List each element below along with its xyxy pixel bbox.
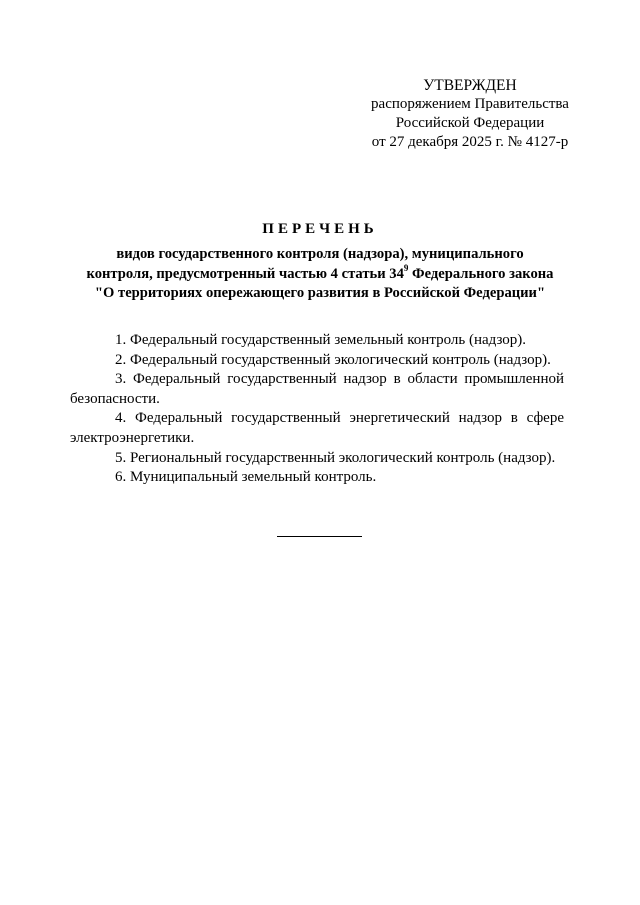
approval-authority: распоряжением Правительства: [371, 96, 569, 112]
list-item: [70, 409, 564, 448]
list-item-text: Федеральный государственный надзор в области промышленной безопасности.: [70, 371, 564, 407]
list-item-text: Федеральный государственный экологический контроль (надзор).: [130, 351, 551, 368]
list-item: [70, 351, 564, 371]
list-item-text: Муниципальный земельный контроль.: [130, 469, 377, 486]
approval-date-number: от 27 декабря 2025 г. № 4127-р: [371, 134, 569, 150]
article-superscript: 9: [403, 262, 409, 273]
list-item-text: Федеральный государственный энергетический надзор в сфере электроэнергетики.: [70, 410, 564, 446]
list-item: [70, 370, 564, 409]
list-item-number: 5.: [115, 449, 127, 466]
list-item-number: 2.: [115, 351, 127, 368]
list-item: [70, 331, 564, 351]
subtitle-line-3: "О территориях опережающего развития в Российской Федерации": [94, 285, 546, 301]
document-subtitle: [50, 245, 590, 304]
approval-stamp: [320, 76, 620, 152]
list-item-number: 6.: [115, 469, 127, 486]
approval-authority-name: Российской Федерации: [395, 115, 545, 131]
list-item-number: 3.: [115, 371, 127, 388]
list-item: [70, 468, 564, 488]
list-item-number: 4.: [115, 410, 127, 427]
subtitle-line-2-end: Федерального закона: [408, 265, 554, 282]
list-item-number: 1.: [115, 332, 127, 348]
subtitle-line-1: видов государственного контроля (надзора), муниципального: [116, 246, 524, 262]
list-item-text: Региональный государственный экологический контроль (надзор).: [130, 449, 556, 466]
end-divider: [277, 536, 362, 537]
control-types-list: [70, 331, 564, 488]
approval-status: УТВЕРЖДЕН: [423, 77, 517, 94]
subtitle-line-2: [50, 262, 590, 285]
list-item-text: Федеральный государственный земельный контроль (надзор).: [130, 332, 527, 348]
document-title: ПЕРЕЧЕНЬ: [262, 221, 378, 237]
subtitle-line-2-main: контроля, предусмотренный частью 4 статьи 34: [86, 265, 404, 282]
list-item: [70, 449, 564, 469]
